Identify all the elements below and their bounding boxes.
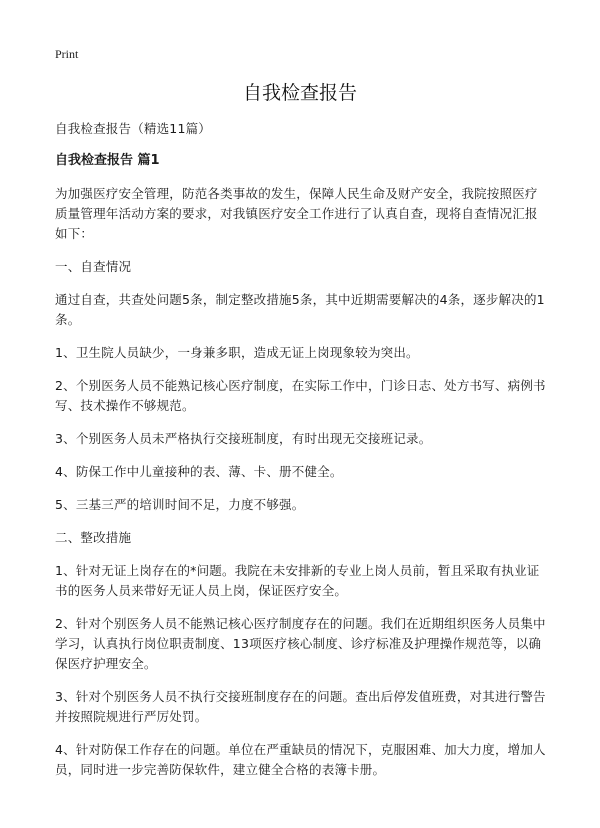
intro-paragraph: 为加强医疗安全管理，防范各类事故的发生，保障人民生命及财产安全，我院按照医疗质量管理年活动方案的要求，对我镇医疗安全工作进行了认真自查，现将自查情况汇报如下： bbox=[55, 186, 538, 241]
measure-item-3: 3、针对个别医务人员不执行交接班制度存在的问题。查出后停发值班费，对其进行警告并按照院规进行严厉处罚。 bbox=[55, 689, 546, 724]
summary-paragraph: 通过自查，共查处问题5条，制定整改措施5条，其中近期需要解决的4条，逐步解决的1条。 bbox=[55, 292, 545, 327]
heading-measures: 二、整改措施 bbox=[55, 530, 132, 545]
document-subtitle: 自我检查报告（精选11篇） bbox=[55, 121, 212, 136]
issue-item-2: 2、个别医务人员不能熟记核心医疗制度，在实际工作中，门诊日志、处方书写、病例书写、技术操作不够规范。 bbox=[55, 378, 546, 413]
heading-self-inspection: 一、自查情况 bbox=[55, 259, 132, 274]
page-title: 自我检查报告 bbox=[242, 82, 357, 104]
document-body bbox=[55, 119, 550, 793]
section-title: 自我检查报告 篇1 bbox=[55, 153, 160, 168]
measure-item-4: 4、针对防保工作存在的问题。单位在严重缺员的情况下，克服困难、加大力度，增加人员，同时进一步完善防保软件，建立健全合格的表簿卡册。 bbox=[55, 742, 546, 777]
measure-item-1: 1、针对无证上岗存在的*问题。我院在未安排新的专业上岗人员前，暂且采取有执业证书的医务人员来带好无证人员上岗，保证医疗安全。 bbox=[55, 563, 540, 598]
issue-item-1: 1、卫生院人员缺少，一身兼多职，造成无证上岗现象较为突出。 bbox=[55, 345, 419, 360]
measure-item-2: 2、针对个别医务人员不能熟记核心医疗制度存在的问题。我们在近期组织医务人员集中学习，认真执行岗位职责制度、13项医疗核心制度、诊疗标准及护理操作规范等，以确保医疗护理安全。 bbox=[55, 616, 546, 671]
print-link[interactable]: Print bbox=[55, 47, 79, 61]
issue-item-4: 4、防保工作中儿童接种的表、薄、卡、册不健全。 bbox=[55, 464, 343, 479]
issue-item-3: 3、个别医务人员未严格执行交接班制度，有时出现无交接班记录。 bbox=[55, 431, 432, 446]
issue-item-5: 5、三基三严的培训时间不足，力度不够强。 bbox=[55, 497, 305, 512]
